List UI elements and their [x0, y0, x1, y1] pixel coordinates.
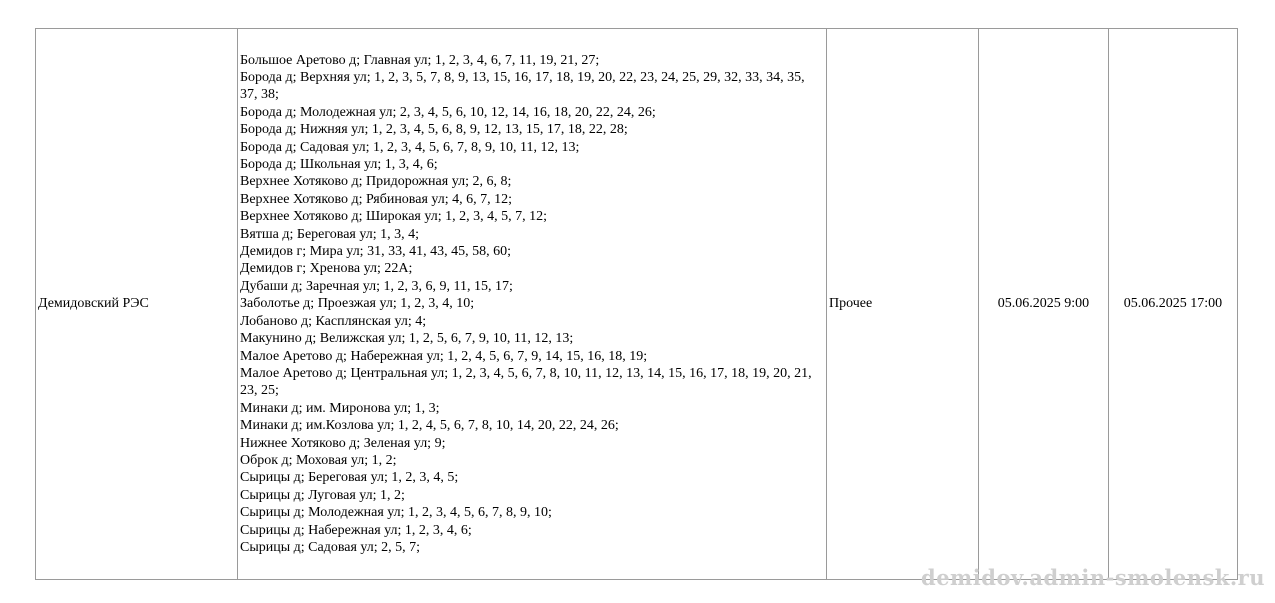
outage-table — [35, 28, 1238, 580]
address-line: Малое Аретово д; Центральная ул; 1, 2, 3, 4, 5, 6, 7, 8, 10, 11, 12, 13, 14, 15, 16, 17, 18, 19, 20, 21, 23, 25; — [240, 365, 812, 399]
reason-cell: Прочее — [827, 29, 979, 580]
address-line: Верхнее Хотяково д; Придорожная ул; 2, 6, 8; — [240, 174, 512, 190]
address-line: Минаки д; им. Миронова ул; 1, 3; — [240, 400, 440, 416]
address-line: Минаки д; им.Козлова ул; 1, 2, 4, 5, 6, 7, 8, 10, 14, 20, 22, 24, 26; — [240, 418, 619, 434]
address-line: Борода д; Школьная ул; 1, 3, 4, 6; — [240, 157, 438, 173]
address-line: Борода д; Верхняя ул; 1, 2, 3, 5, 7, 8, 9, 13, 15, 16, 17, 18, 19, 20, 22, 23, 24, 25, 29, 32, 33, 34, 35, 37, 38; — [240, 70, 805, 103]
address-line: Демидов г; Мира ул; 31, 33, 41, 43, 45, 58, 60; — [240, 244, 511, 260]
address-line: Дубаши д; Заречная ул; 1, 2, 3, 6, 9, 11, 15, 17; — [240, 278, 513, 294]
address-line: Лобаново д; Касплянская ул; 4; — [240, 313, 427, 329]
address-line: Сырицы д; Садовая ул; 2, 5, 7; — [240, 539, 421, 555]
address-list — [240, 52, 824, 557]
address-line: Верхнее Хотяково д; Широкая ул; 1, 2, 3, 4, 5, 7, 12; — [240, 209, 548, 225]
table-row — [36, 29, 1238, 580]
address-line: Сырицы д; Береговая ул; 1, 2, 3, 4, 5; — [240, 470, 459, 486]
address-line: Сырицы д; Луговая ул; 1, 2; — [240, 487, 405, 503]
address-line: Большое Аретово д; Главная ул; 1, 2, 3, 4, 6, 7, 11, 19, 21, 27; — [240, 52, 600, 68]
address-line: Борода д; Нижняя ул; 1, 2, 3, 4, 5, 6, 8, 9, 12, 13, 15, 17, 18, 22, 28; — [240, 122, 628, 138]
address-line: Борода д; Садовая ул; 1, 2, 3, 4, 5, 6, 7, 8, 9, 10, 11, 12, 13; — [240, 139, 580, 155]
addresses-cell — [238, 29, 827, 580]
address-line: Нижнее Хотяково д; Зеленая ул; 9; — [240, 435, 446, 451]
end-time-cell: 05.06.2025 17:00 — [1109, 29, 1238, 580]
address-line: Заболотье д; Проезжая ул; 1, 2, 3, 4, 10; — [240, 296, 475, 312]
address-line: Оброк д; Моховая ул; 1, 2; — [240, 452, 397, 468]
district-cell: Демидовский РЭС — [36, 29, 238, 580]
address-line: Верхнее Хотяково д; Рябиновая ул; 4, 6, 7, 12; — [240, 191, 513, 207]
address-line: Макунино д; Велижская ул; 1, 2, 5, 6, 7, 9, 10, 11, 12, 13; — [240, 331, 574, 347]
address-line: Демидов г; Хренова ул; 22А; — [240, 261, 413, 277]
site-watermark: demidov.admin-smolensk.ru — [921, 565, 1265, 590]
address-line: Сырицы д; Набережная ул; 1, 2, 3, 4, 6; — [240, 522, 472, 538]
address-line: Борода д; Молодежная ул; 2, 3, 4, 5, 6, 10, 12, 14, 16, 18, 20, 22, 24, 26; — [240, 104, 656, 120]
address-line: Сырицы д; Молодежная ул; 1, 2, 3, 4, 5, 6, 7, 8, 9, 10; — [240, 505, 552, 521]
address-line: Вятша д; Береговая ул; 1, 3, 4; — [240, 226, 419, 242]
address-line: Малое Аретово д; Набережная ул; 1, 2, 4, 5, 6, 7, 9, 14, 15, 16, 18, 19; — [240, 348, 648, 364]
start-time-cell: 05.06.2025 9:00 — [979, 29, 1109, 580]
